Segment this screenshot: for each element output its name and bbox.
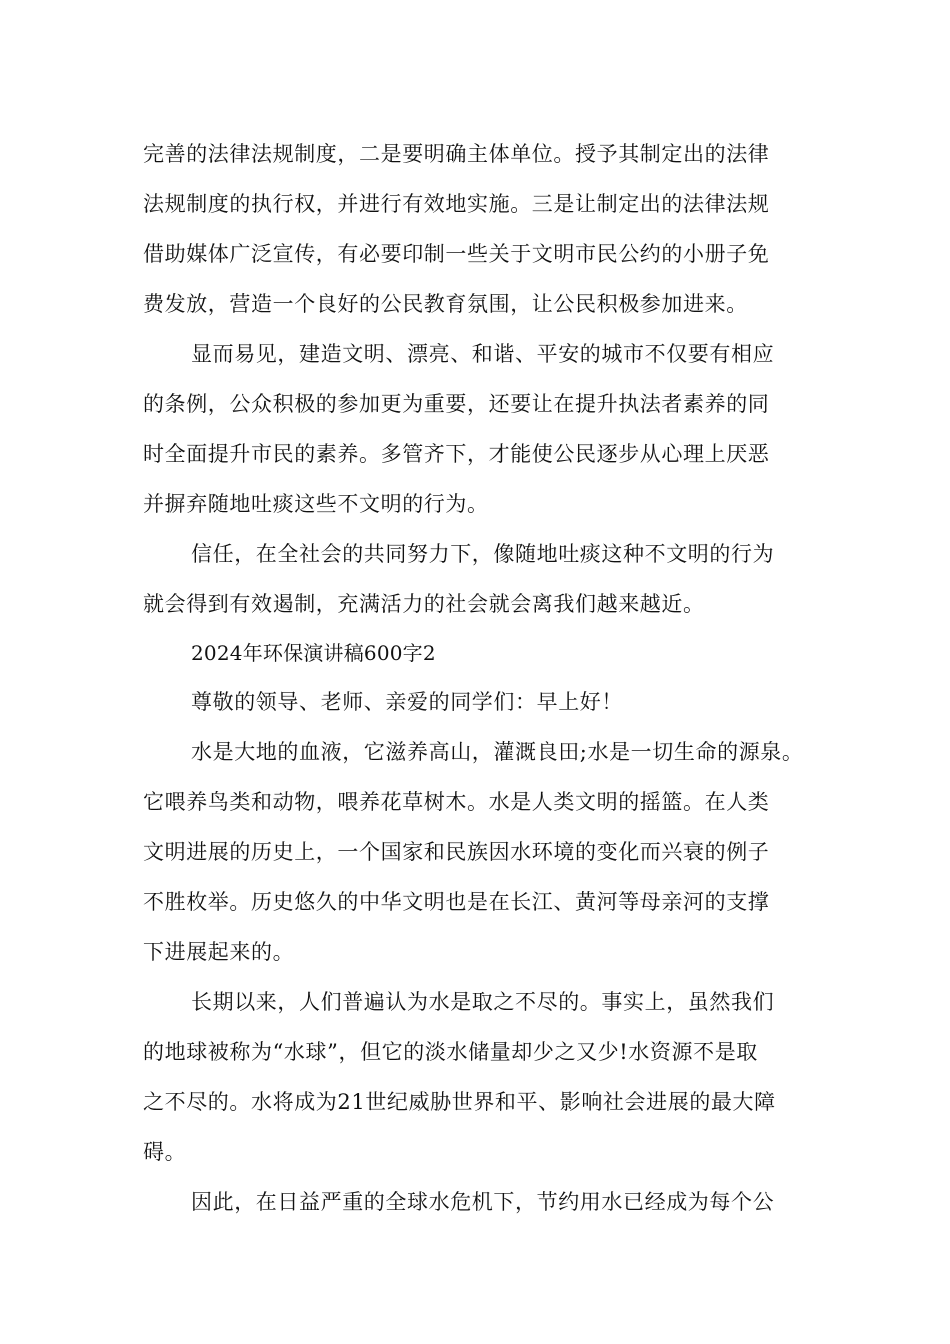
text-line: 的地球被称为“水球”，但它的淡水储量却少之又少!水资源不是取 — [143, 1040, 758, 1064]
greeting-line: 尊敬的领导、老师、亲爱的同学们：早上好！ — [191, 690, 623, 714]
paragraph-start-line: 因此，在日益严重的全球水危机下，节约用水已经成为每个公 — [191, 1190, 775, 1214]
text-line: 之不尽的。水将成为21世纪威胁世界和平、影响社会进展的最大障 — [143, 1090, 776, 1114]
text-line: 就会得到有效遏制，充满活力的社会就会离我们越来越近。 — [143, 592, 705, 616]
text-line: 完善的法律法规制度，二是要明确主体单位。授予其制定出的法律 — [143, 142, 770, 166]
paragraph-start-line: 显而易见，建造文明、漂亮、和谐、平安的城市不仅要有相应 — [191, 342, 775, 366]
text-line: 下进展起来的。 — [143, 940, 295, 964]
text-line: 不胜枚举。历史悠久的中华文明也是在长江、黄河等母亲河的支撑 — [143, 890, 770, 914]
text-line: 文明进展的历史上，一个国家和民族因水环境的变化而兴衰的例子 — [143, 840, 770, 864]
paragraph-start-line: 信任，在全社会的共同努力下，像随地吐痰这种不文明的行为 — [191, 542, 775, 566]
paragraph-start-line: 长期以来，人们普遍认为水是取之不尽的。事实上，虽然我们 — [191, 990, 775, 1014]
section-heading: 2024年环保演讲稿600字2 — [191, 641, 436, 665]
text-line: 时全面提升市民的素养。多管齐下，才能使公民逐步从心理上厌恶 — [143, 442, 770, 466]
paragraph-start-line: 水是大地的血液，它滋养高山，灌溉良田;水是一切生命的源泉。 — [191, 740, 804, 764]
text-line: 法规制度的执行权，并进行有效地实施。三是让制定出的法律法规 — [143, 192, 770, 216]
text-line: 借助媒体广泛宣传，有必要印制一些关于文明市民公约的小册子免 — [143, 242, 770, 266]
text-line: 的条例，公众积极的参加更为重要，还要让在提升执法者素养的同 — [143, 392, 770, 416]
text-line: 费发放，营造一个良好的公民教育氛围，让公民积极参加进来。 — [143, 292, 748, 316]
text-line: 碍。 — [143, 1140, 187, 1164]
text-line: 它喂养鸟类和动物，喂养花草树木。水是人类文明的摇篮。在人类 — [143, 790, 770, 814]
text-line: 并摒弃随地吐痰这些不文明的行为。 — [143, 492, 489, 516]
